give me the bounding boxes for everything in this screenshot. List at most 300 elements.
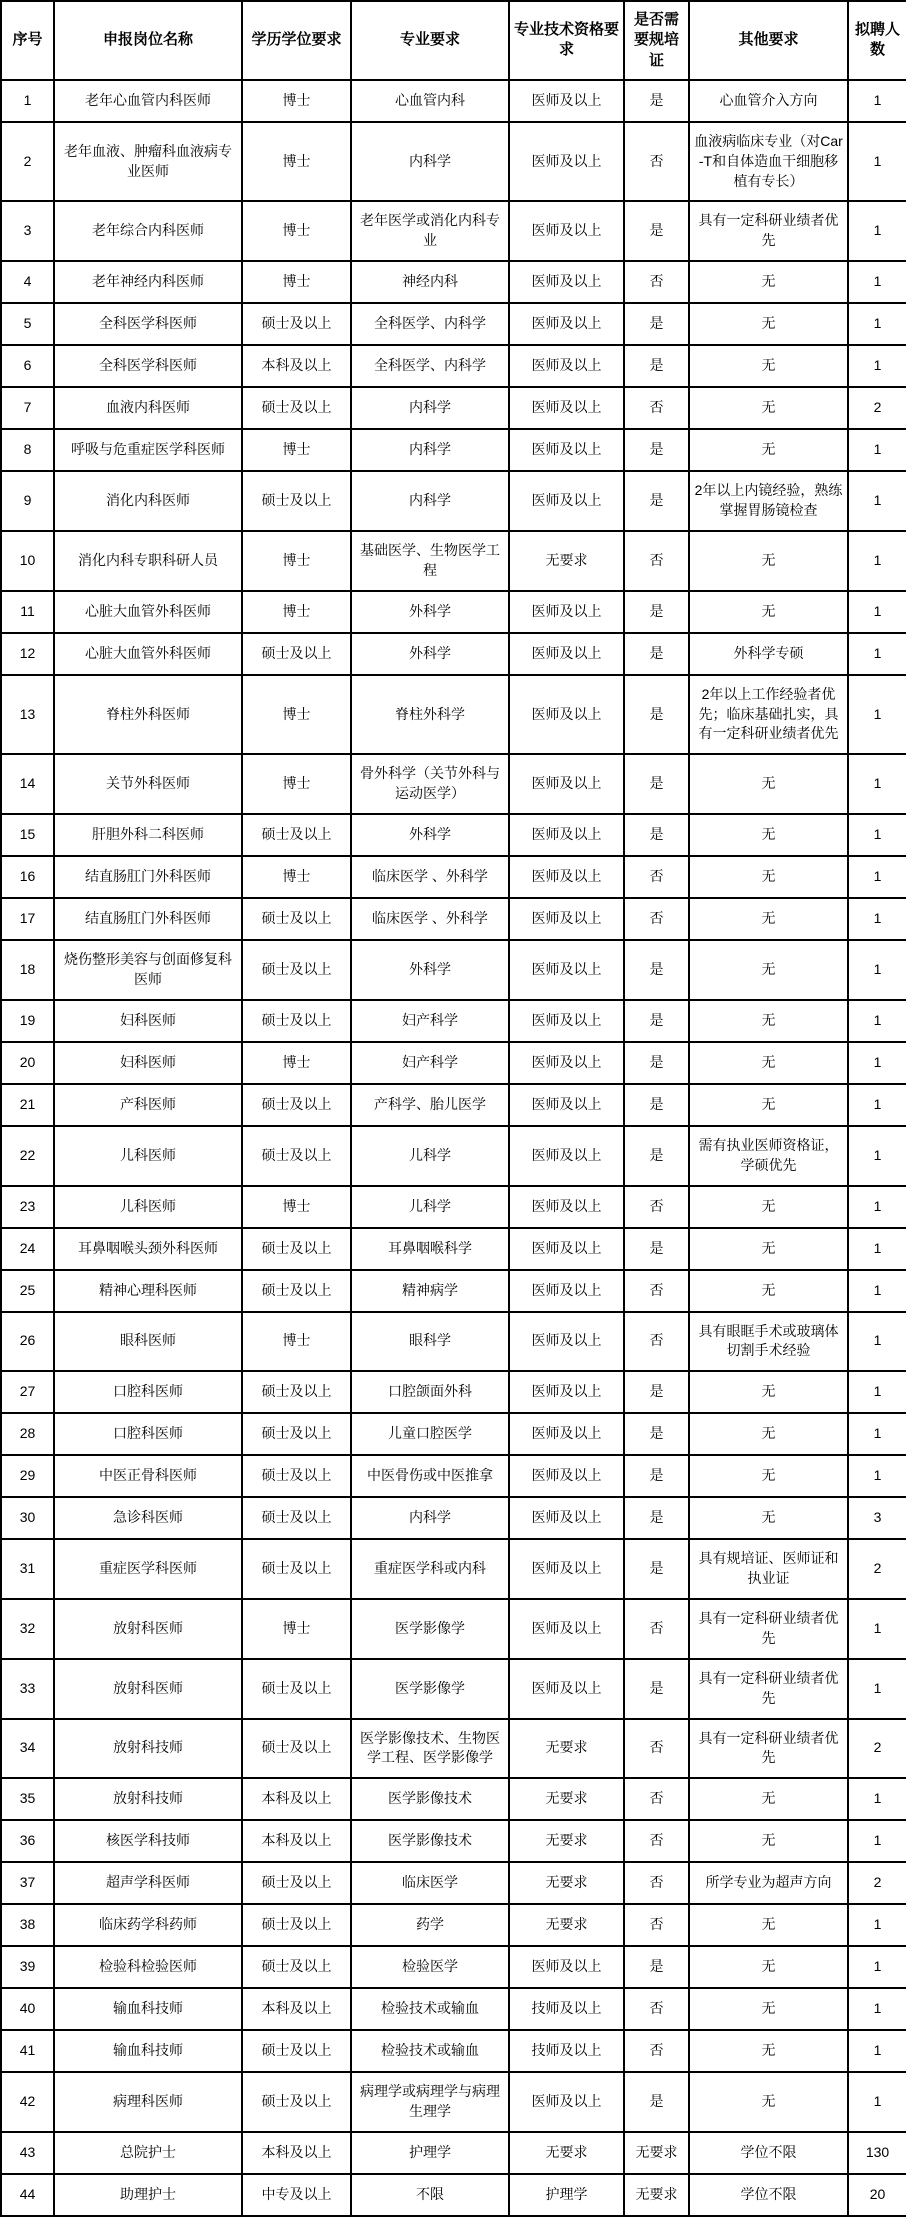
cell: 老年心血管内科医师 (54, 80, 242, 122)
cell: 检验技术或输血 (351, 1988, 509, 2030)
cell: 眼科学 (351, 1312, 509, 1372)
cell: 妇产科学 (351, 1042, 509, 1084)
table-row (1, 1000, 906, 1042)
cell: 临床医学 、外科学 (351, 856, 509, 898)
cell: 检验技术或输血 (351, 2030, 509, 2072)
cell: 无 (689, 1778, 848, 1820)
cell: 本科及以上 (242, 2132, 351, 2174)
cell: 是 (624, 80, 689, 122)
cell: 护理学 (509, 2174, 624, 2216)
cell: 1 (848, 1988, 906, 2030)
cell: 医师及以上 (509, 261, 624, 303)
cell: 是 (624, 1042, 689, 1084)
cell: 医师及以上 (509, 345, 624, 387)
cell: 1 (848, 1659, 906, 1719)
cell: 医学影像技术 (351, 1820, 509, 1862)
cell: 硕士及以上 (242, 1862, 351, 1904)
cell: 消化内科医师 (54, 471, 242, 531)
cell: 口腔颌面外科 (351, 1371, 509, 1413)
cell: 4 (1, 261, 54, 303)
cell: 医师及以上 (509, 471, 624, 531)
cell: 硕士及以上 (242, 1659, 351, 1719)
cell: 医师及以上 (509, 1186, 624, 1228)
cell: 否 (624, 2030, 689, 2072)
cell: 否 (624, 1988, 689, 2030)
cell: 无 (689, 1186, 848, 1228)
cell: 1 (848, 898, 906, 940)
cell: 医师及以上 (509, 1539, 624, 1599)
cell: 17 (1, 898, 54, 940)
cell: 超声学科医师 (54, 1862, 242, 1904)
cell: 37 (1, 1862, 54, 1904)
cell: 1 (848, 1186, 906, 1228)
cell: 临床医学 、外科学 (351, 898, 509, 940)
cell: 外科学 (351, 940, 509, 1000)
cell: 2 (848, 1862, 906, 1904)
cell: 无 (689, 1988, 848, 2030)
cell: 医师及以上 (509, 1126, 624, 1186)
cell: 是 (624, 429, 689, 471)
table-row (1, 122, 906, 202)
cell: 42 (1, 2072, 54, 2132)
cell: 技师及以上 (509, 2030, 624, 2072)
cell: 无 (689, 261, 848, 303)
table-row (1, 1778, 906, 1820)
cell: 1 (848, 1312, 906, 1372)
cell: 是 (624, 2072, 689, 2132)
cell: 学位不限 (689, 2132, 848, 2174)
cell: 是 (624, 591, 689, 633)
cell: 是 (624, 1228, 689, 1270)
cell: 内科学 (351, 387, 509, 429)
cell: 19 (1, 1000, 54, 1042)
table-row (1, 1946, 906, 1988)
table-row (1, 1539, 906, 1599)
cell: 妇科医师 (54, 1000, 242, 1042)
cell: 无 (689, 345, 848, 387)
cell: 2年以上内镜经验，熟练掌握胃肠镜检查 (689, 471, 848, 531)
cell: 技师及以上 (509, 1988, 624, 2030)
cell: 全科医学、内科学 (351, 303, 509, 345)
table-row (1, 80, 906, 122)
cell: 中医正骨科医师 (54, 1455, 242, 1497)
cell: 急诊科医师 (54, 1497, 242, 1539)
cell: 是 (624, 1659, 689, 1719)
table-row (1, 1988, 906, 2030)
cell: 无要求 (624, 2174, 689, 2216)
cell: 烧伤整形美容与创面修复科医师 (54, 940, 242, 1000)
cell: 16 (1, 856, 54, 898)
cell: 130 (848, 2132, 906, 2174)
cell: 否 (624, 1862, 689, 1904)
cell: 1 (848, 1946, 906, 1988)
table-row (1, 1820, 906, 1862)
cell: 14 (1, 754, 54, 814)
table-row (1, 2174, 906, 2216)
cell: 否 (624, 1186, 689, 1228)
cell: 3 (1, 201, 54, 261)
cell: 医师及以上 (509, 814, 624, 856)
cell: 20 (1, 1042, 54, 1084)
cell: 硕士及以上 (242, 1413, 351, 1455)
cell: 硕士及以上 (242, 940, 351, 1000)
cell: 是 (624, 1413, 689, 1455)
table-row (1, 2072, 906, 2132)
cell: 1 (848, 261, 906, 303)
cell: 硕士及以上 (242, 814, 351, 856)
table-row (1, 814, 906, 856)
cell: 否 (624, 1820, 689, 1862)
cell: 35 (1, 1778, 54, 1820)
cell: 1 (848, 1778, 906, 1820)
cell: 1 (848, 1084, 906, 1126)
cell: 1 (848, 1000, 906, 1042)
table-row (1, 633, 906, 675)
cell: 否 (624, 898, 689, 940)
cell: 40 (1, 1988, 54, 2030)
cell: 精神病学 (351, 1270, 509, 1312)
cell: 眼科医师 (54, 1312, 242, 1372)
cell: 产科学、胎儿医学 (351, 1084, 509, 1126)
cell: 放射科医师 (54, 1599, 242, 1659)
cell: 是 (624, 1084, 689, 1126)
cell: 无 (689, 1371, 848, 1413)
cell: 38 (1, 1904, 54, 1946)
cell: 11 (1, 591, 54, 633)
cell: 1 (1, 80, 54, 122)
table-body (1, 80, 906, 2216)
cell: 脊柱外科学 (351, 675, 509, 755)
cell: 硕士及以上 (242, 1126, 351, 1186)
cell: 口腔科医师 (54, 1413, 242, 1455)
cell: 41 (1, 2030, 54, 2072)
cell: 博士 (242, 531, 351, 591)
cell: 是 (624, 940, 689, 1000)
cell: 1 (848, 2072, 906, 2132)
cell: 1 (848, 1371, 906, 1413)
cell: 输血科技师 (54, 1988, 242, 2030)
cell: 精神心理科医师 (54, 1270, 242, 1312)
cell: 29 (1, 1455, 54, 1497)
table-row (1, 201, 906, 261)
cell: 医师及以上 (509, 1228, 624, 1270)
cell: 5 (1, 303, 54, 345)
table-row (1, 2030, 906, 2072)
cell: 医师及以上 (509, 303, 624, 345)
cell: 医师及以上 (509, 675, 624, 755)
cell: 1 (848, 1904, 906, 1946)
cell: 1 (848, 1228, 906, 1270)
cell: 1 (848, 1413, 906, 1455)
cell: 31 (1, 1539, 54, 1599)
cell: 无 (689, 1270, 848, 1312)
cell: 硕士及以上 (242, 633, 351, 675)
cell: 是 (624, 675, 689, 755)
cell: 核医学科技师 (54, 1820, 242, 1862)
cell: 硕士及以上 (242, 2030, 351, 2072)
cell: 20 (848, 2174, 906, 2216)
cell: 12 (1, 633, 54, 675)
header-cell: 拟聘人数 (848, 1, 906, 80)
cell: 内科学 (351, 471, 509, 531)
table-row (1, 1862, 906, 1904)
cell: 硕士及以上 (242, 2072, 351, 2132)
cell: 无 (689, 1413, 848, 1455)
cell: 博士 (242, 122, 351, 202)
cell: 是 (624, 1455, 689, 1497)
cell: 医师及以上 (509, 1497, 624, 1539)
cell: 医师及以上 (509, 1659, 624, 1719)
cell: 重症医学科或内科 (351, 1539, 509, 1599)
cell: 口腔科医师 (54, 1371, 242, 1413)
cell: 结直肠肛门外科医师 (54, 856, 242, 898)
table-row (1, 591, 906, 633)
cell: 医师及以上 (509, 1270, 624, 1312)
cell: 不限 (351, 2174, 509, 2216)
cell: 3 (848, 1497, 906, 1539)
cell: 学位不限 (689, 2174, 848, 2216)
table-row (1, 1084, 906, 1126)
cell: 否 (624, 387, 689, 429)
cell: 硕士及以上 (242, 1270, 351, 1312)
cell: 老年综合内科医师 (54, 201, 242, 261)
cell: 1 (848, 591, 906, 633)
cell: 本科及以上 (242, 1988, 351, 2030)
cell: 否 (624, 1312, 689, 1372)
cell: 输血科技师 (54, 2030, 242, 2072)
cell: 无 (689, 1455, 848, 1497)
cell: 无要求 (509, 1719, 624, 1779)
cell: 放射科技师 (54, 1719, 242, 1779)
header-cell: 申报岗位名称 (54, 1, 242, 80)
cell: 肝胆外科二科医师 (54, 814, 242, 856)
cell: 32 (1, 1599, 54, 1659)
cell: 无 (689, 1228, 848, 1270)
cell: 全科医学、内科学 (351, 345, 509, 387)
header-cell: 专业要求 (351, 1, 509, 80)
cell: 1 (848, 531, 906, 591)
cell: 医学影像技术、生物医学工程、医学影像学 (351, 1719, 509, 1779)
table-row (1, 345, 906, 387)
cell: 外科学 (351, 814, 509, 856)
cell: 2年以上工作经验者优先；临床基础扎实，具有一定科研业绩者优先 (689, 675, 848, 755)
cell: 否 (624, 1904, 689, 1946)
cell: 耳鼻咽喉科学 (351, 1228, 509, 1270)
cell: 33 (1, 1659, 54, 1719)
cell: 无 (689, 2072, 848, 2132)
cell: 临床医学 (351, 1862, 509, 1904)
cell: 神经内科 (351, 261, 509, 303)
cell: 无 (689, 2030, 848, 2072)
cell: 是 (624, 345, 689, 387)
cell: 硕士及以上 (242, 1539, 351, 1599)
cell: 是 (624, 201, 689, 261)
cell: 1 (848, 675, 906, 755)
cell: 关节外科医师 (54, 754, 242, 814)
cell: 1 (848, 1820, 906, 1862)
table-row (1, 303, 906, 345)
cell: 儿童口腔医学 (351, 1413, 509, 1455)
cell: 无要求 (509, 1904, 624, 1946)
cell: 医师及以上 (509, 1946, 624, 1988)
cell: 外科学 (351, 633, 509, 675)
cell: 1 (848, 633, 906, 675)
cell: 重症医学科医师 (54, 1539, 242, 1599)
cell: 检验医学 (351, 1946, 509, 1988)
cell: 医师及以上 (509, 940, 624, 1000)
cell: 21 (1, 1084, 54, 1126)
cell: 博士 (242, 856, 351, 898)
table-row (1, 429, 906, 471)
table-row (1, 754, 906, 814)
cell: 无 (689, 940, 848, 1000)
cell: 医师及以上 (509, 591, 624, 633)
cell: 医师及以上 (509, 122, 624, 202)
cell: 26 (1, 1312, 54, 1372)
table-row (1, 1659, 906, 1719)
cell: 病理学或病理学与病理生理学 (351, 2072, 509, 2132)
cell: 骨外科学（关节外科与运动医学） (351, 754, 509, 814)
cell: 硕士及以上 (242, 471, 351, 531)
cell: 博士 (242, 591, 351, 633)
cell: 基础医学、生物医学工程 (351, 531, 509, 591)
cell: 无 (689, 531, 848, 591)
cell: 硕士及以上 (242, 1000, 351, 1042)
header-cell: 专业技术资格要求 (509, 1, 624, 80)
cell: 医师及以上 (509, 1413, 624, 1455)
cell: 无 (689, 1946, 848, 1988)
cell: 25 (1, 1270, 54, 1312)
cell: 医学影像学 (351, 1599, 509, 1659)
cell: 无要求 (509, 1778, 624, 1820)
cell: 无要求 (509, 1862, 624, 1904)
cell: 医学影像技术 (351, 1778, 509, 1820)
cell: 1 (848, 122, 906, 202)
cell: 1 (848, 201, 906, 261)
cell: 医学影像学 (351, 1659, 509, 1719)
cell: 具有一定科研业绩者优先 (689, 1599, 848, 1659)
cell: 博士 (242, 429, 351, 471)
cell: 病理科医师 (54, 2072, 242, 2132)
cell: 否 (624, 1778, 689, 1820)
cell: 无 (689, 1000, 848, 1042)
table-row (1, 675, 906, 755)
cell: 无 (689, 1497, 848, 1539)
cell: 硕士及以上 (242, 898, 351, 940)
cell: 硕士及以上 (242, 387, 351, 429)
cell: 博士 (242, 675, 351, 755)
cell: 医师及以上 (509, 2072, 624, 2132)
cell: 内科学 (351, 122, 509, 202)
cell: 妇科医师 (54, 1042, 242, 1084)
table-row (1, 1904, 906, 1946)
cell: 15 (1, 814, 54, 856)
cell: 老年神经内科医师 (54, 261, 242, 303)
cell: 心血管内科 (351, 80, 509, 122)
cell: 1 (848, 940, 906, 1000)
cell: 否 (624, 122, 689, 202)
cell: 博士 (242, 1599, 351, 1659)
cell: 医师及以上 (509, 387, 624, 429)
cell: 医师及以上 (509, 754, 624, 814)
cell: 1 (848, 754, 906, 814)
cell: 是 (624, 471, 689, 531)
cell: 是 (624, 1000, 689, 1042)
cell: 医师及以上 (509, 1312, 624, 1372)
cell: 具有一定科研业绩者优先 (689, 1659, 848, 1719)
cell: 医师及以上 (509, 80, 624, 122)
cell: 博士 (242, 754, 351, 814)
cell: 助理护士 (54, 2174, 242, 2216)
table-row (1, 471, 906, 531)
cell: 无要求 (509, 2132, 624, 2174)
table-row (1, 898, 906, 940)
cell: 是 (624, 1126, 689, 1186)
cell: 药学 (351, 1904, 509, 1946)
cell: 无 (689, 1904, 848, 1946)
cell: 具有一定科研业绩者优先 (689, 1719, 848, 1779)
table-row (1, 1455, 906, 1497)
cell: 硕士及以上 (242, 1904, 351, 1946)
cell: 无 (689, 1084, 848, 1126)
cell: 是 (624, 1539, 689, 1599)
cell: 博士 (242, 261, 351, 303)
cell: 9 (1, 471, 54, 531)
cell: 医师及以上 (509, 429, 624, 471)
cell: 22 (1, 1126, 54, 1186)
cell: 外科学 (351, 591, 509, 633)
cell: 无 (689, 856, 848, 898)
cell: 老年血液、肿瘤科血液病专业医师 (54, 122, 242, 202)
cell: 无 (689, 429, 848, 471)
cell: 检验科检验医师 (54, 1946, 242, 1988)
cell: 无 (689, 1820, 848, 1862)
table-row (1, 1497, 906, 1539)
cell: 1 (848, 471, 906, 531)
cell: 博士 (242, 1312, 351, 1372)
cell: 1 (848, 1599, 906, 1659)
cell: 无 (689, 1042, 848, 1084)
cell: 硕士及以上 (242, 1228, 351, 1270)
cell: 妇产科学 (351, 1000, 509, 1042)
cell: 是 (624, 754, 689, 814)
table-row (1, 1126, 906, 1186)
table-row (1, 1413, 906, 1455)
cell: 临床药学科药师 (54, 1904, 242, 1946)
cell: 39 (1, 1946, 54, 1988)
cell: 博士 (242, 80, 351, 122)
cell: 消化内科专职科研人员 (54, 531, 242, 591)
cell: 无 (689, 387, 848, 429)
cell: 否 (624, 1270, 689, 1312)
cell: 医师及以上 (509, 1599, 624, 1659)
cell: 否 (624, 261, 689, 303)
cell: 耳鼻咽喉头颈外科医师 (54, 1228, 242, 1270)
cell: 否 (624, 1599, 689, 1659)
cell: 医师及以上 (509, 1455, 624, 1497)
cell: 是 (624, 1946, 689, 1988)
cell: 医师及以上 (509, 1371, 624, 1413)
table-row (1, 531, 906, 591)
cell: 具有规培证、医师证和执业证 (689, 1539, 848, 1599)
header-cell: 序号 (1, 1, 54, 80)
cell: 护理学 (351, 2132, 509, 2174)
table-row (1, 1186, 906, 1228)
cell: 医师及以上 (509, 898, 624, 940)
table-row (1, 856, 906, 898)
table-row (1, 387, 906, 429)
cell: 医师及以上 (509, 1042, 624, 1084)
